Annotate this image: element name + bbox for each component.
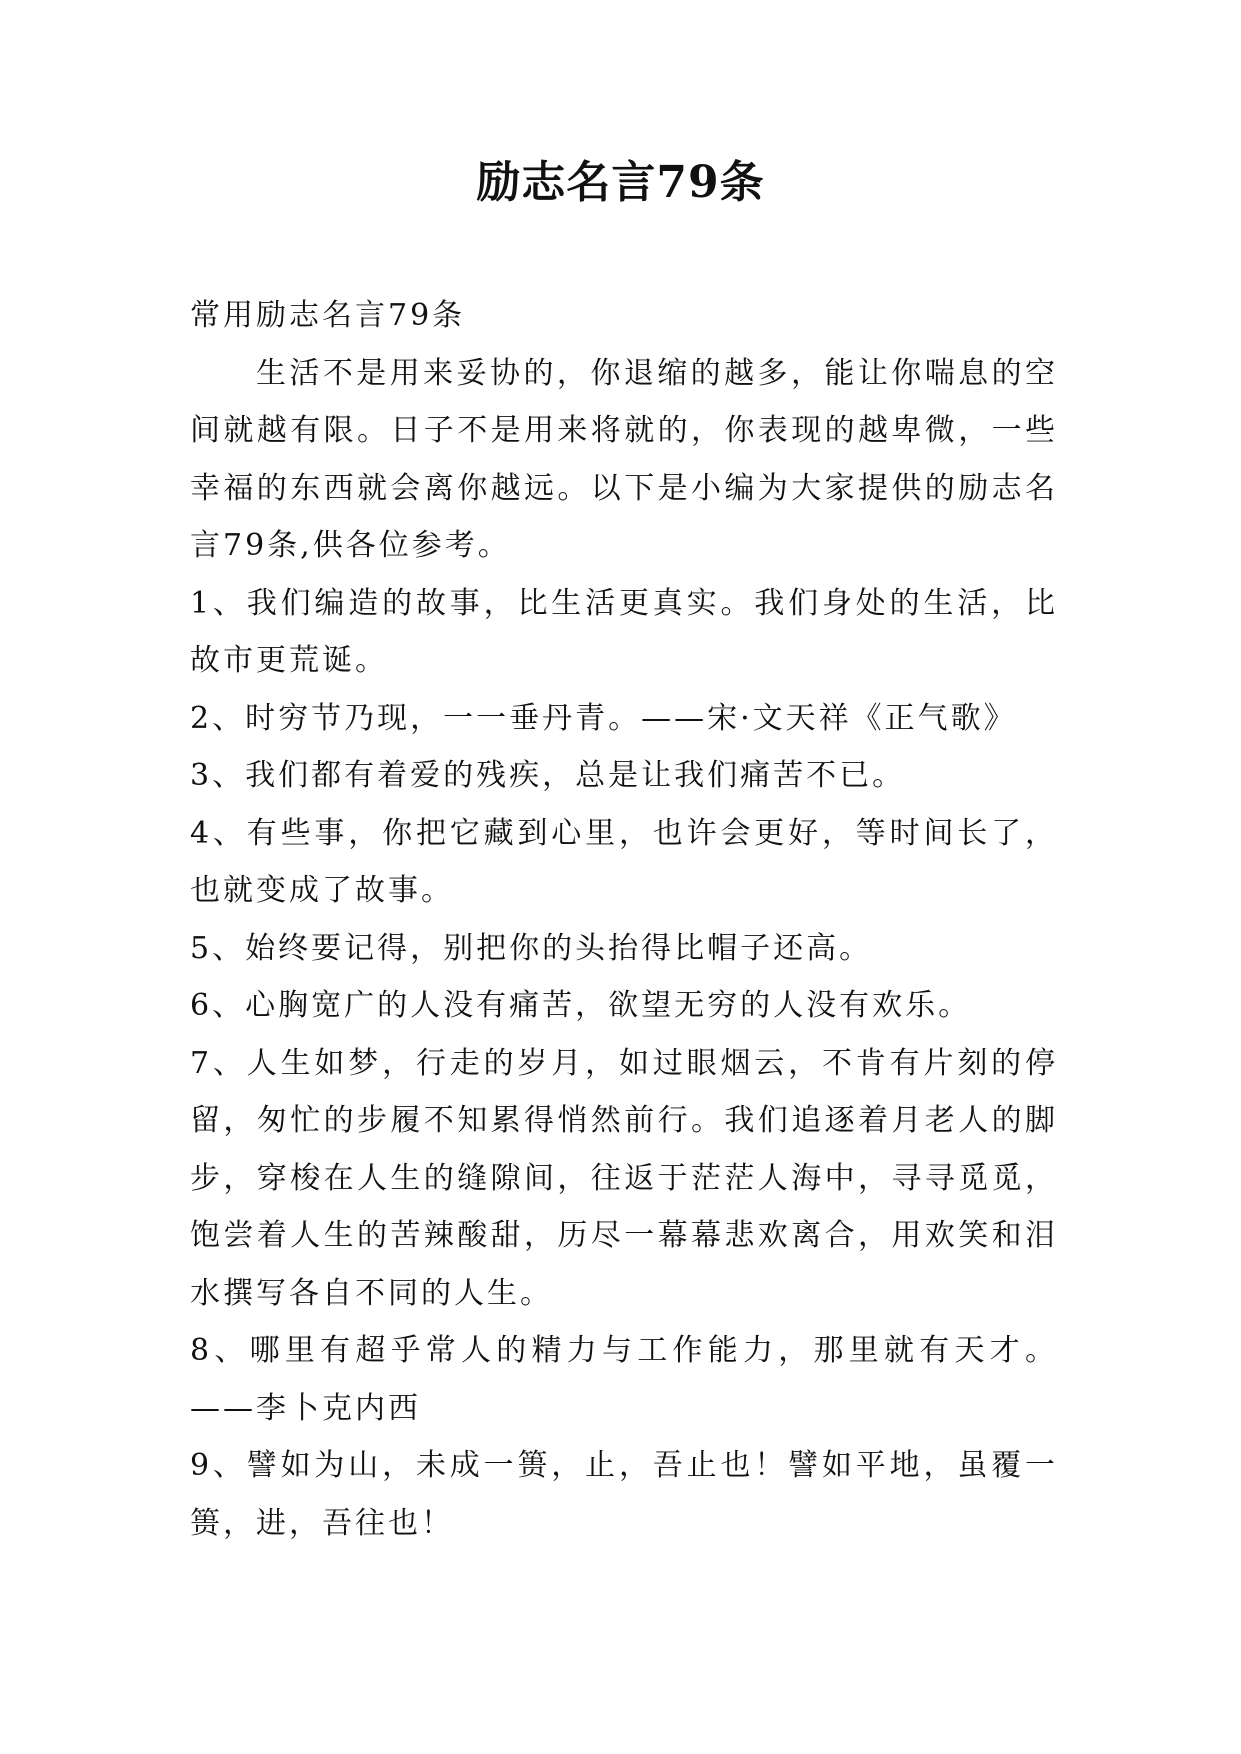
quote-item-5: 5、始终要记得，别把你的头抬得比帽子还高。: [190, 930, 873, 966]
section-heading: 常用励志名言79条: [190, 298, 466, 333]
quote-item-9: 9、譬如为山，未成一篑，止，吾止也！譬如平地，虽覆一篑，进，吾往也！: [190, 1448, 1058, 1541]
quote-item-6: 6、心胸宽广的人没有痛苦，欲望无穷的人没有欢乐。: [190, 988, 972, 1023]
quote-item-4: 4、有些事，你把它藏到心里，也许会更好，等时间长了，也就变成了故事。: [190, 815, 1058, 908]
quote-item-2: 2、时穷节乃现，一一垂丹青。——宋·文天祥《正气歌》: [190, 700, 1017, 736]
document-title: 励志名言79条: [476, 157, 765, 208]
quote-item-7: 7、人生如梦，行走的岁月，如过眼烟云，不肯有片刻的停留，匆忙的步履不知累得悄然前行。我们追逐着月老人的脚步，穿梭在人生的缝隙间，往返于茫茫人海中，寻寻觅觅，饱尝着人生的苦辣酸甜，历尽一幕幕悲欢离合，用欢笑和泪水撰写各自不同的人生。: [190, 1045, 1058, 1311]
quote-item-1: 1、我们编造的故事，比生活更真实。我们身处的生活，比故市更荒诞。: [190, 585, 1058, 678]
intro-paragraph: 生活不是用来妥协的，你退缩的越多，能让你喘息的空间就越有限。日子不是用来将就的，你表现的越卑微，一些幸福的东西就会离你越远。以下是小编为大家提供的励志名言79条,供各位参考。: [190, 355, 1058, 563]
quote-item-3: 3、我们都有着爱的残疾，总是让我们痛苦不已。: [190, 758, 906, 793]
document-body: [190, 287, 1058, 1552]
quote-item-8: 8、哪里有超乎常人的精力与工作能力，那里就有天才。——李卜克内西: [190, 1333, 1058, 1426]
